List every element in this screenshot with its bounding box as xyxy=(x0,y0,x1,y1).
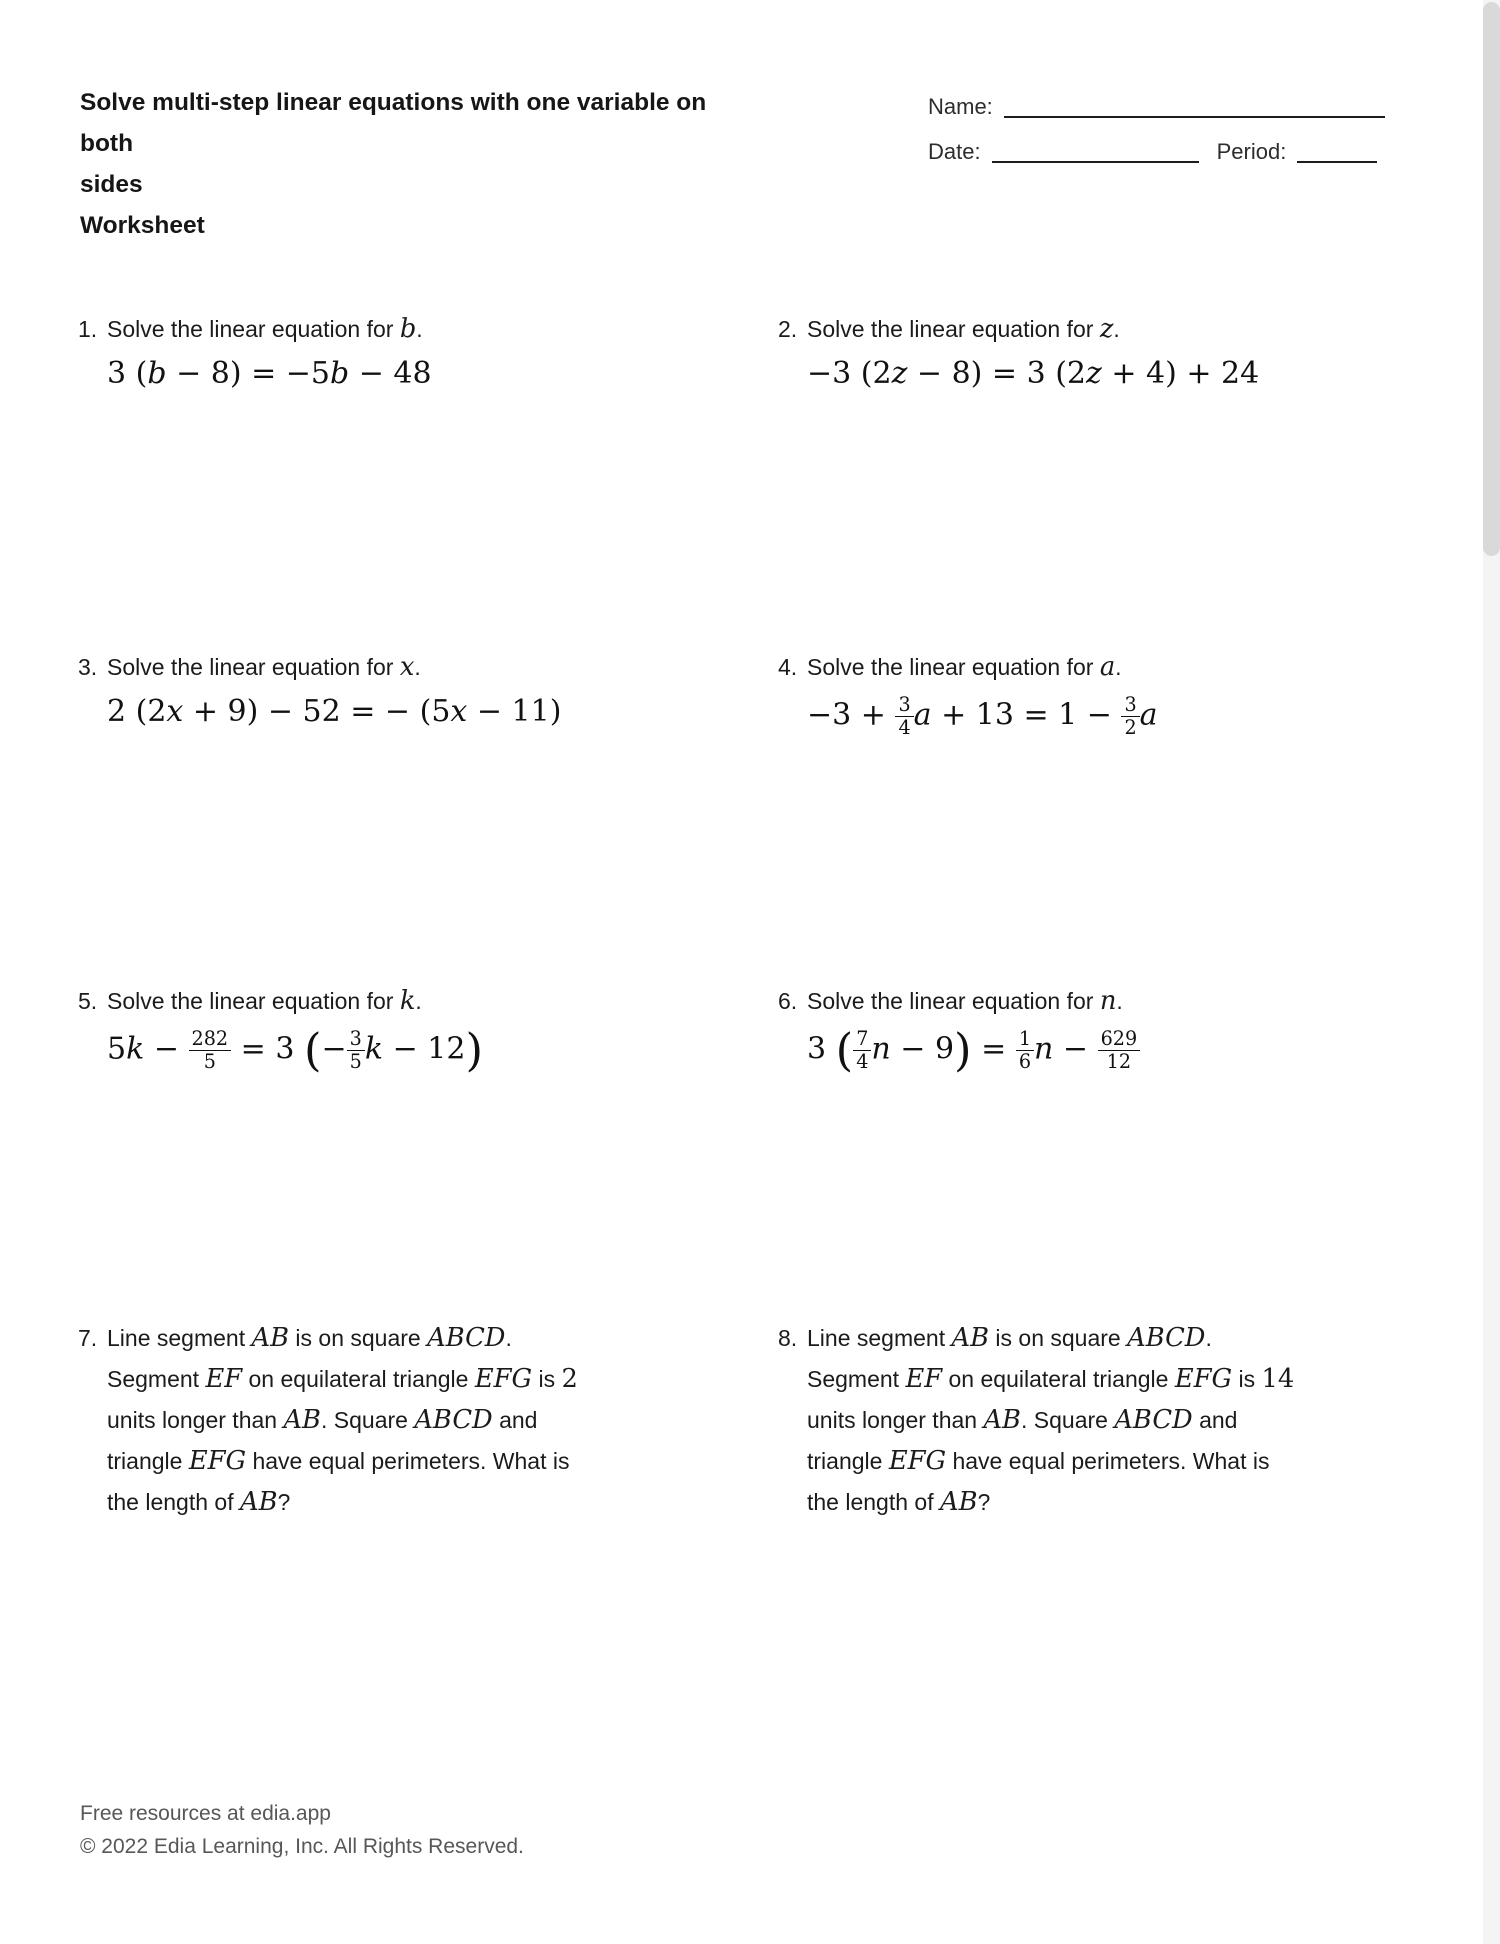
problem-6-prompt xyxy=(778,986,1343,1016)
problem-3-prompt-text: Solve the linear equation for x. xyxy=(107,652,421,682)
problem-6-prompt-text: Solve the linear equation for n. xyxy=(807,986,1123,1016)
name-label: Name: xyxy=(928,94,993,119)
problem-7-prompt-text: Line segment AB is on square ABCD. Segment EF on equilateral triangle EFG is 2 units longer than AB. Square ABCD and triangle EFG have equal perimeters. What is the length of AB? xyxy=(107,1323,578,1517)
problem-8 xyxy=(778,1318,1343,1523)
problem-4-equation: −3 + $\frac{3}{4}$ a + 13 = 1 − $\frac{3}{2}$ a xyxy=(807,693,1158,740)
page-subtitle: Worksheet xyxy=(80,212,205,239)
problem-8-number: 8. xyxy=(778,1325,798,1351)
problem-2-number: 2. xyxy=(778,316,798,342)
page-footer xyxy=(80,1797,524,1863)
problem-5-prompt xyxy=(78,986,643,1016)
scrollbar-thumb[interactable] xyxy=(1483,2,1500,556)
footer-copyright-text: © 2022 Edia Learning, Inc. All Rights Reserved. xyxy=(80,1835,524,1858)
problem-3-equation: 2 (2x + 9) − 52 = − (5x − 11) xyxy=(107,694,562,729)
problem-7 xyxy=(78,1318,643,1523)
problem-8-prompt xyxy=(778,1318,1343,1523)
student-fields xyxy=(928,92,1398,165)
problem-8-prompt-text: Line segment AB is on square ABCD. Segment EF on equilateral triangle EFG is 14 units longer than AB. Square ABCD and triangle EFG have equal perimeters. What is the length of AB? xyxy=(807,1323,1295,1517)
period-blank-line xyxy=(1297,137,1377,163)
problem-4-prompt-text: Solve the linear equation for a. xyxy=(807,652,1122,682)
problem-2-prompt-text: Solve the linear equation for z. xyxy=(807,314,1120,344)
date-label: Date: xyxy=(928,139,981,164)
problem-1-number: 1. xyxy=(78,316,98,342)
problem-3-prompt xyxy=(78,652,643,682)
page-title xyxy=(80,82,760,246)
problem-1-prompt xyxy=(78,314,643,344)
problem-3 xyxy=(78,652,643,730)
problem-1 xyxy=(78,314,643,392)
problem-7-number: 7. xyxy=(78,1325,98,1351)
problem-3-number: 3. xyxy=(78,654,98,680)
problem-2 xyxy=(778,314,1343,392)
problem-2-prompt xyxy=(778,314,1343,344)
problem-5-equation: 5k − $\frac{282}{5}$ = 3 (− $\frac{3}{5}$ k − 12) xyxy=(107,1023,484,1077)
problem-6-number: 6. xyxy=(778,988,798,1014)
problem-5 xyxy=(78,986,643,1077)
problem-4 xyxy=(778,652,1343,739)
problem-1-prompt-text: Solve the linear equation for b. xyxy=(107,314,423,344)
problem-5-number: 5. xyxy=(78,988,98,1014)
scrollbar-track[interactable] xyxy=(1483,0,1500,1944)
problem-5-prompt-text: Solve the linear equation for k. xyxy=(107,986,422,1016)
problem-1-equation: 3 (b − 8) = −5b − 48 xyxy=(107,356,432,391)
problem-2-equation: −3 (2z − 8) = 3 (2z + 4) + 24 xyxy=(807,356,1260,391)
period-label: Period: xyxy=(1216,139,1287,164)
page-title-line-2: sides xyxy=(80,171,143,198)
date-period-field-row xyxy=(928,137,1398,165)
problem-6 xyxy=(778,986,1343,1077)
page-title-line-1: Solve multi-step linear equations with one variable on both xyxy=(80,89,707,157)
problem-6-equation: 3 ( $\frac{7}{4}$ n − 9) = $\frac{1}{6}$ n − $\frac{629}{12}$ xyxy=(807,1028,1343,1073)
problem-7-prompt xyxy=(78,1318,643,1523)
date-blank-line xyxy=(992,137,1199,163)
problem-4-prompt xyxy=(778,652,1343,682)
name-blank-line xyxy=(1004,92,1385,118)
problem-4-number: 4. xyxy=(778,654,798,680)
footer-resources-text: Free resources at edia.app xyxy=(80,1802,331,1825)
name-field-row xyxy=(928,92,1398,120)
